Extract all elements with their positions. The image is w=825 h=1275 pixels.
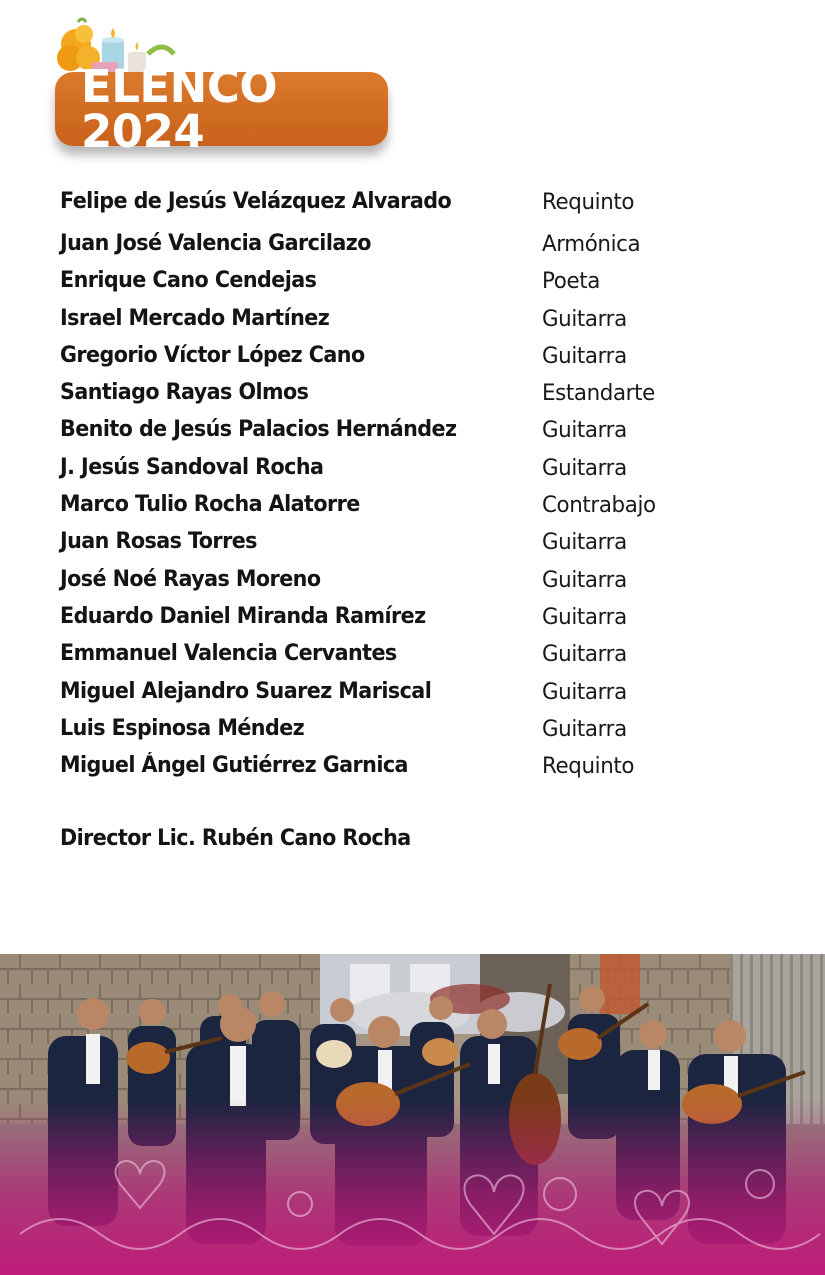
member-role: Guitarra — [542, 529, 627, 556]
list-item — [60, 376, 780, 413]
group-photo — [0, 954, 825, 1275]
member-role: Guitarra — [542, 715, 627, 742]
list-item — [60, 264, 780, 301]
list-item — [60, 675, 780, 712]
member-name: José Noé Rayas Moreno — [60, 566, 321, 592]
page-title: ELENCO 2024 — [81, 60, 278, 158]
list-item — [60, 712, 780, 749]
member-role: Guitarra — [542, 678, 627, 705]
member-role: Contrabajo — [542, 492, 656, 519]
member-name: Juan José Valencia Garcilazo — [60, 231, 371, 256]
member-role: Guitarra — [542, 603, 627, 630]
list-item — [60, 451, 780, 488]
list-item — [60, 339, 780, 376]
member-name: Israel Mercado Martínez — [60, 305, 330, 331]
list-item — [60, 413, 780, 450]
member-name: Marco Tulio Rocha Alatorre — [60, 492, 360, 518]
member-role: Guitarra — [542, 417, 627, 444]
list-item — [60, 525, 780, 562]
member-role: Guitarra — [542, 566, 627, 593]
list-item — [60, 227, 780, 264]
list-item — [60, 600, 780, 637]
list-item — [60, 302, 780, 339]
member-name: Eduardo Daniel Miranda Ramírez — [60, 603, 426, 629]
member-role: Guitarra — [542, 305, 627, 332]
member-role: Requinto — [542, 189, 635, 215]
member-role: Estandarte — [542, 380, 655, 407]
member-role: Guitarra — [542, 342, 627, 369]
member-name: Gregorio Víctor López Cano — [60, 342, 365, 368]
member-name: Enrique Cano Cendejas — [60, 268, 317, 294]
member-role: Guitarra — [542, 641, 627, 668]
list-item — [60, 185, 780, 227]
member-name: Emmanuel Valencia Cervantes — [60, 641, 397, 667]
member-name: Benito de Jesús Palacios Hernández — [60, 417, 457, 443]
list-item — [60, 749, 780, 786]
list-item — [60, 637, 780, 674]
member-name: Santiago Rayas Olmos — [60, 380, 309, 406]
member-name: Juan Rosas Torres — [60, 529, 257, 555]
list-item — [60, 563, 780, 600]
cast-list — [60, 185, 780, 786]
director-credit: Director Lic. Rubén Cano Rocha — [60, 826, 411, 851]
member-role: Poeta — [542, 268, 600, 295]
member-name: Felipe de Jesús Velázquez Alvarado — [60, 189, 452, 214]
member-role: Guitarra — [542, 454, 627, 481]
member-name: Luis Espinosa Méndez — [60, 715, 305, 741]
member-role: Requinto — [542, 753, 635, 780]
member-name: J. Jesús Sandoval Rocha — [60, 454, 324, 480]
title-badge — [55, 60, 388, 158]
member-name: Miguel Ángel Gutiérrez Garnica — [60, 753, 408, 779]
member-name: Miguel Alejandro Suarez Mariscal — [60, 678, 432, 704]
list-item — [60, 488, 780, 525]
member-role: Armónica — [542, 231, 641, 257]
